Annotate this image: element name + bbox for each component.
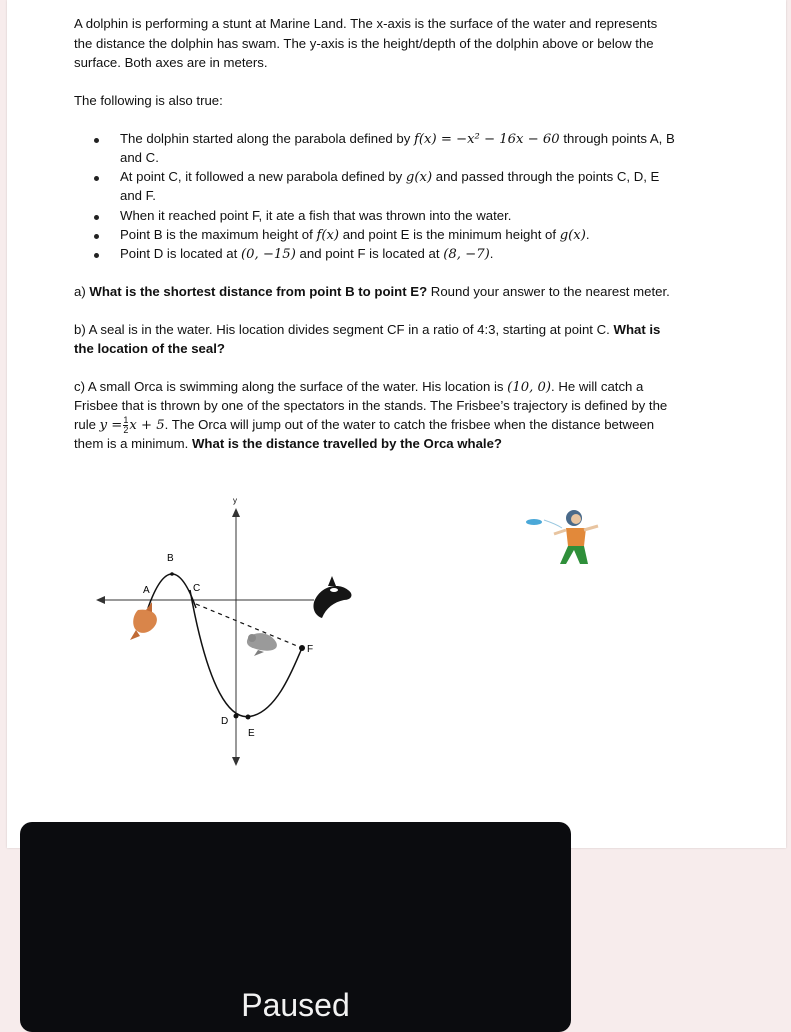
question-c-text-end: . He will catch a	[551, 379, 644, 394]
question-a-bold: What is the shortest distance from point B to point E?	[89, 284, 428, 299]
intro-line-2: the distance the dolphin has swam. The y-axis is the height/depth of the dolphin above or below the	[74, 36, 654, 51]
bullet-marker	[94, 234, 99, 239]
bullet-3: When it reached point F, it ate a fish that was thrown into the water.	[120, 208, 512, 223]
point-e-label: E	[248, 728, 255, 739]
question-a-rest: Round your answer to the nearest meter.	[427, 284, 670, 299]
bullet-1-continuation: and C.	[120, 150, 159, 165]
question-c-line-4-text: them is a minimum.	[74, 436, 192, 451]
point-b-label: B	[167, 553, 174, 564]
bullet-marker	[94, 176, 99, 181]
bullet-5-text: Point D is located at	[120, 246, 241, 261]
y-axis-label: y	[233, 496, 237, 505]
y-axis-arrow-up	[232, 508, 240, 517]
frisbee-thrower-illustration	[522, 506, 612, 570]
x-axis-arrow-left	[96, 596, 105, 604]
question-c-line-4	[74, 434, 502, 453]
point-d-label: D	[221, 716, 229, 727]
question-a-label: a)	[74, 284, 90, 299]
point-f-marker	[299, 645, 305, 651]
parabola-f	[148, 574, 196, 608]
bullet-marker	[94, 215, 99, 220]
point-c-label: C	[193, 583, 201, 594]
point-a-label: A	[143, 585, 150, 596]
bullet-2-continuation: and F.	[120, 188, 156, 203]
also-true-heading: The following is also true:	[74, 93, 223, 108]
g-of-x: g(x)	[559, 228, 586, 243]
fraction-denominator: 2	[123, 425, 129, 436]
frisbee-rule-y: y =	[99, 418, 123, 433]
point-f-coords: (8, −7)	[443, 247, 490, 262]
point-e-marker	[246, 715, 251, 720]
question-b-bold: What is	[613, 322, 661, 337]
seal-illustration	[247, 633, 277, 656]
paused-status: Paused	[241, 987, 350, 1023]
bullet-1	[120, 129, 675, 149]
bullet-4	[120, 225, 590, 245]
question-c-rule-label: rule	[74, 417, 100, 432]
bullet-1-text: The dolphin started along the parabola defined by	[120, 131, 415, 146]
question-b-text: b) A seal is in the water. His location divides segment CF in a ratio of 4:3, starting at point C.	[74, 322, 614, 337]
bullet-1-text-end: through points A, B	[559, 131, 675, 146]
bullet-2-text-end: and passed through the points C, D, E	[432, 169, 660, 184]
question-b-line-2: the location of the seal?	[74, 341, 225, 356]
intro-line-1: A dolphin is performing a stunt at Marine Land. The x-axis is the surface of the water and represents	[74, 16, 658, 31]
point-b-marker	[170, 572, 174, 576]
question-c-text: c) A small Orca is swimming along the surface of the water. His location is	[74, 379, 508, 394]
bullet-2-text: At point C, it followed a new parabola defined by	[120, 169, 406, 184]
question-a	[74, 282, 670, 301]
fraction-numerator: 1	[123, 415, 129, 426]
frisbee-icon	[526, 519, 542, 525]
video-player-overlay[interactable]	[20, 822, 571, 1032]
question-c-line-1	[74, 377, 643, 397]
bullet-5	[120, 244, 493, 264]
question-b-line-1	[74, 320, 660, 339]
bullet-marker	[94, 138, 99, 143]
bullet-5-text-end: .	[489, 246, 494, 261]
person-pants	[560, 546, 588, 564]
parabola-diagram	[90, 490, 314, 780]
bullet-4-text-end: .	[585, 227, 590, 242]
point-d-coords: (0, −15)	[240, 247, 296, 262]
question-c-line-3	[74, 415, 654, 435]
f-of-x-formula: f(x) = −x² − 16x − 60	[414, 132, 560, 147]
bullet-4-text-mid: and point E is the minimum height of	[339, 227, 560, 242]
point-d-marker	[234, 714, 239, 719]
point-f-label: F	[307, 644, 314, 655]
f-of-x: f(x)	[316, 228, 340, 243]
fraction-one-half	[123, 416, 128, 435]
y-axis-arrow-down	[232, 757, 240, 766]
question-c-line-2: Frisbee that is thrown by one of the spectators in the stands. The Frisbee’s trajectory is defined by the	[74, 398, 668, 413]
g-of-x: g(x)	[405, 170, 433, 185]
bullet-2	[120, 167, 659, 187]
dolphin-illustration	[130, 602, 157, 640]
question-c-line-3-text: . The Orca will jump out of the water to catch the frisbee when the distance between	[164, 417, 655, 432]
bullet-5-text-mid: and point F is located at	[295, 246, 444, 261]
person-shirt	[566, 528, 586, 546]
bullet-marker	[94, 253, 99, 258]
intro-line-3: surface. Both axes are in meters.	[74, 55, 268, 70]
question-c-bold: What is the distance travelled by the Orca whale?	[191, 436, 502, 451]
frisbee-rule-rest: x + 5	[129, 418, 165, 433]
bullet-4-text: Point B is the maximum height of	[120, 227, 317, 242]
orca-location: (10, 0)	[507, 380, 552, 395]
